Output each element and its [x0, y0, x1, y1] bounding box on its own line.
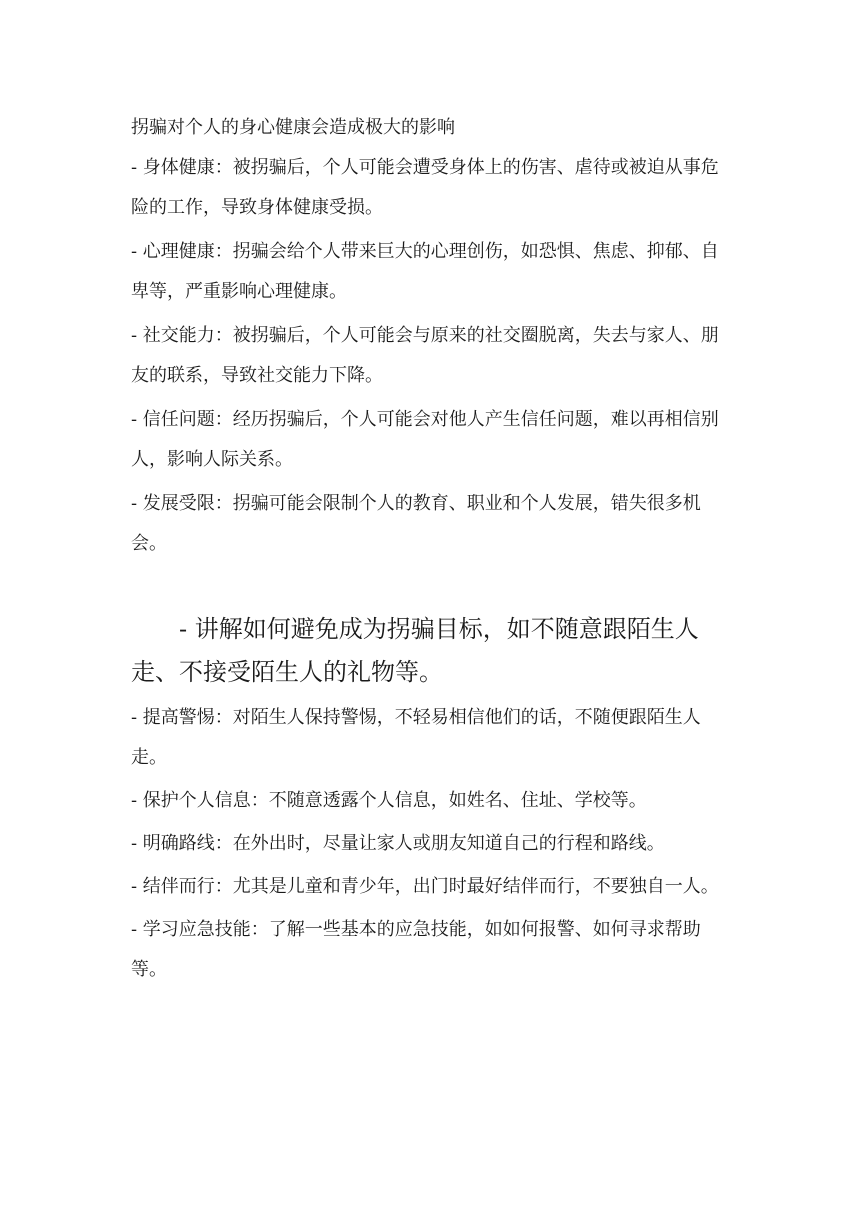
- effect-mental-health: - 心理健康：拐骗会给个人带来巨大的心理创伤，如恐惧、焦虑、抑郁、自卑等，严重影响心理健康。: [131, 241, 719, 302]
- effect-physical-health: - 身体健康：被拐骗后，个人可能会遭受身体上的伤害、虐待或被迫从事危险的工作，导致身体健康受损。: [131, 157, 719, 218]
- tip-emergency-skills: - 学习应急技能：了解一些基本的应急技能，如如何报警、如何寻求帮助等。: [131, 919, 701, 980]
- effect-trust-issues: - 信任问题：经历拐骗后，个人可能会对他人产生信任问题，难以再相信别人，影响人际关系。: [131, 409, 719, 470]
- effect-development-limits: - 发展受限：拐骗可能会限制个人的教育、职业和个人发展，错失很多机会。: [131, 493, 701, 554]
- document-body: [131, 111, 731, 990]
- effect-social-ability: - 社交能力：被拐骗后，个人可能会与原来的社交圈脱离，失去与家人、朋友的联系，导致社交能力下降。: [131, 325, 719, 386]
- prevention-subheading: - 讲解如何避免成为拐骗目标，如不随意跟陌生人走、不接受陌生人的礼物等。: [131, 615, 699, 686]
- section-title: 拐骗对个人的身心健康会造成极大的影响: [131, 117, 455, 138]
- tip-protect-info: - 保护个人信息：不随意透露个人信息，如姓名、住址、学校等。: [131, 790, 647, 811]
- tip-stay-alert: - 提高警惕：对陌生人保持警惕，不轻易相信他们的话，不随便跟陌生人走。: [131, 707, 701, 768]
- tip-travel-together: - 结伴而行：尤其是儿童和青少年，出门时最好结伴而行，不要独自一人。: [131, 876, 719, 897]
- tip-share-route: - 明确路线：在外出时，尽量让家人或朋友知道自己的行程和路线。: [131, 833, 665, 854]
